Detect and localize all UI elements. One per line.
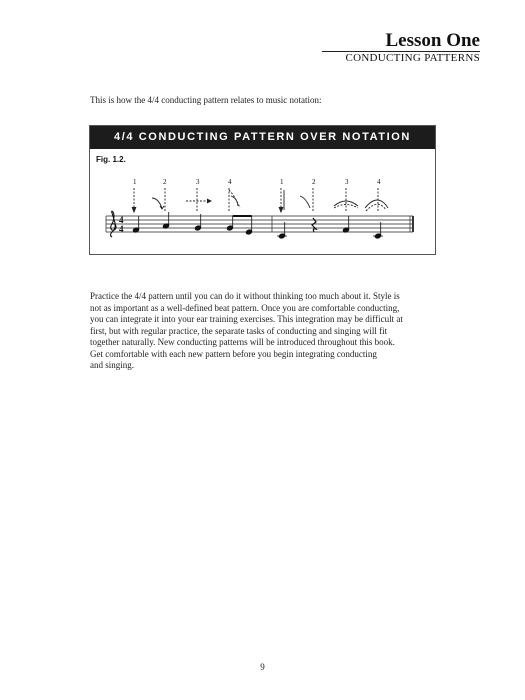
figure-label: Fig. 1.2. xyxy=(96,155,126,164)
lesson-title: Lesson One xyxy=(385,30,480,51)
music-staff xyxy=(106,216,413,232)
note xyxy=(373,222,383,239)
time-signature xyxy=(119,215,124,234)
beat-number: 3 xyxy=(196,178,200,186)
treble-clef xyxy=(111,211,117,237)
beat-number: 4 xyxy=(228,178,232,186)
note xyxy=(132,216,139,233)
body-line: first, but with regular practice, the separate tasks of conducting and singing will fit xyxy=(90,325,388,336)
conducting-gesture xyxy=(334,188,358,211)
beat-number: 1 xyxy=(133,178,137,186)
body-paragraph xyxy=(90,291,434,372)
body-line: not as important as a well-defined beat pattern. Once you are comfortable conducting, xyxy=(90,302,400,313)
notation-figure xyxy=(89,125,436,255)
conducting-gesture xyxy=(152,188,165,211)
body-line: together naturally. New conducting patterns will be introduced throughout this book. xyxy=(90,337,395,347)
body-line: you can integrate it into your ear training exercises. This integration may be difficult at xyxy=(90,314,403,324)
conducting-gesture xyxy=(132,188,136,212)
conducting-gesture xyxy=(279,188,284,212)
figure-banner: 4/4 CONDUCTING PATTERN OVER NOTATION xyxy=(90,126,435,149)
note xyxy=(277,222,287,239)
body-line: Get comfortable with each new pattern before you begin integrating conducting xyxy=(90,348,377,359)
beat-number: 2 xyxy=(163,178,167,186)
note xyxy=(194,214,201,231)
beat-number: 3 xyxy=(345,178,349,186)
conducting-gesture xyxy=(365,188,388,211)
body-line: and singing. xyxy=(90,360,134,370)
conducting-gesture xyxy=(186,188,211,211)
body-line: Practice the 4/4 pattern until you can do it without thinking too much about it. Style is xyxy=(90,291,400,301)
notation-diagram xyxy=(90,126,437,256)
note xyxy=(162,212,169,229)
conducting-gesture xyxy=(300,188,313,211)
page-number: 9 xyxy=(260,662,265,672)
conducting-gesture xyxy=(229,188,240,211)
beat-number: 2 xyxy=(312,178,316,186)
beat-number: 4 xyxy=(377,178,381,186)
beat-number: 1 xyxy=(280,178,284,186)
lesson-subtitle: CONDUCTING PATTERNS xyxy=(345,52,480,64)
svg-text:4: 4 xyxy=(119,215,124,225)
svg-text:4: 4 xyxy=(119,224,124,234)
intro-text: This is how the 4/4 conducting pattern relates to music notation: xyxy=(90,95,322,105)
note xyxy=(342,216,349,233)
